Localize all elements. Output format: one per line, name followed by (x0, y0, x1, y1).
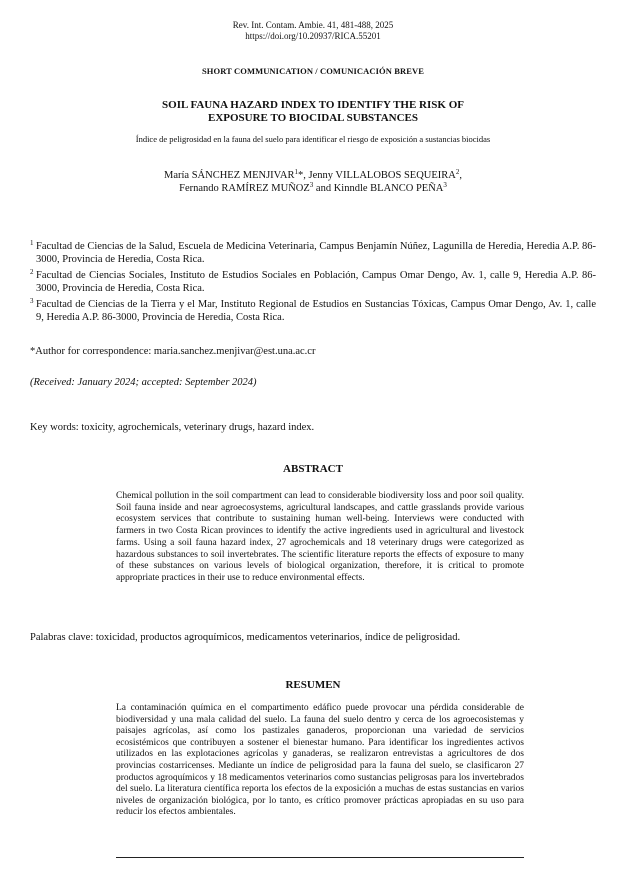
author-line-2 (0, 182, 626, 195)
bottom-divider (116, 857, 524, 858)
author-separator: , (303, 170, 309, 181)
journal-citation: Rev. Int. Contam. Ambie. 41, 481-488, 2025 (232, 20, 394, 30)
author-affiliation-number: 2 (455, 168, 460, 176)
author-name: Fernando RAMÍREZ MUÑOZ (179, 183, 310, 194)
abstract-text: Chemical pollution in the soil compartment can lead to considerable biodiversity loss and poor soil quality. Soil fauna inside and near agroecosystems, agricultural landscapes, and cattle grasslands provide various ecosystem services that contribute to sustaining human well-being. Interviews were conducted with farmers in two Costa Rican provinces to identify the active ingredients used in agricultural and livestock farms. Using a soil fauna hazard index, 27 agrochemicals and 18 veterinary drugs were categorized as hazardous substances to soil invertebrates. The scientific literature reports the effects of exposure to many of these substances on various levels of biological organization, therefore, it is critical to promote appropriate practices in their use to reduce environmental effects. (116, 491, 524, 583)
affiliation-item (30, 269, 596, 295)
affiliation-number: 2 (30, 268, 34, 276)
author-separator: and (313, 183, 334, 194)
author-separator: , (459, 170, 462, 181)
resumen-text: La contaminación química en el compartimento edáfico puede provocar una pérdida considerable de biodiversidad y una mala calidad del suelo. La fauna del suelo dentro y cerca de los agroecosistemas y paisajes agrícolas, así como los pastizales ganaderos, proporcionan una variedad de servicios ecosistémicos que contribuyen a sostener el bienestar humano. Para identificar los ingredientes activos utilizados en las explotaciones agrícolas y ganaderas, se realizaron entrevistas a agricultores de dos provincias costarricenses. Mediante un índice de peligrosidad para la fauna del suelo, se clasificaron 27 productos agroquímicos y 18 medicamentos veterinarios como sustancias peligrosas para los invertebrados del suelo. La literatura científica reporta los efectos de la exposición a muchas de estas sustancias en varios niveles de organización biológica, por lo tanto, es crítico promover prácticas apropiadas en su uso para reducir los efectos ambientales. (116, 703, 524, 818)
palabras-clave: Palabras clave: toxicidad, productos agroquímicos, medicamentos veterinarios, índice de peligrosidad. (30, 632, 461, 643)
received-dates: (Received: January 2024; accepted: September 2024) (30, 377, 257, 388)
correspondence-note: *Author for correspondence: maria.sanchez.menjivar@est.una.ac.cr (30, 346, 316, 357)
affiliation-item (30, 298, 596, 324)
corresponding-mark: * (297, 170, 304, 181)
author-name: Jenny VILLALOBOS SEQUEIRA (308, 170, 456, 181)
affiliation-text: Facultad de Ciencias de la Salud, Escuela de Medicina Veterinaria, Campus Benjamín Núñez, Lagunilla de Heredia, Heredia A.P. 86-3000, Provincia de Heredia, Costa Rica. (36, 241, 596, 265)
affiliations (30, 240, 596, 327)
author-name: María SÁNCHEZ MENJIVAR (164, 170, 295, 181)
author-affiliation-number: 3 (443, 181, 447, 189)
article-title (0, 99, 626, 125)
abstract-heading: ABSTRACT (283, 463, 343, 475)
keywords: Key words: toxicity, agrochemicals, veterinary drugs, hazard index. (30, 422, 315, 433)
affiliation-number: 3 (30, 297, 34, 305)
author-affiliation-number: 3 (309, 181, 314, 189)
title-line-2: EXPOSURE TO BIOCIDAL SUBSTANCES (208, 112, 418, 124)
affiliation-text: Facultad de Ciencias Sociales, Instituto de Estudios Sociales en Población, Campus Omar Dengo, Av. 1, calle 9, Heredia A.P. 86-3000, Provincia de Heredia, Costa Rica. (36, 270, 596, 294)
affiliation-item (30, 240, 596, 266)
author-name: Kinndle BLANCO PEÑA (333, 183, 444, 194)
title-line-1: SOIL FAUNA HAZARD INDEX TO IDENTIFY THE RISK OF (162, 99, 464, 111)
author-list (0, 169, 626, 195)
author-affiliation-number: 1 (294, 168, 298, 176)
resumen-heading: RESUMEN (285, 679, 341, 691)
doi-link[interactable]: https://doi.org/10.20937/RICA.55201 (245, 31, 381, 41)
affiliation-text: Facultad de Ciencias de la Tierra y el Mar, Instituto Regional de Estudios en Sustancias Tóxicas, Campus Omar Dengo, Av. 1, calle 9, Heredia A.P. 86-3000, Provincia de Heredia, Costa Rica. (36, 299, 596, 323)
spanish-title: Índice de peligrosidad en la fauna del suelo para identificar el riesgo de exposición a sustancias biocidas (135, 134, 491, 144)
journal-header (0, 20, 626, 42)
affiliation-number: 1 (30, 239, 34, 247)
section-label: SHORT COMMUNICATION / COMUNICACIÓN BREVE (201, 66, 425, 76)
